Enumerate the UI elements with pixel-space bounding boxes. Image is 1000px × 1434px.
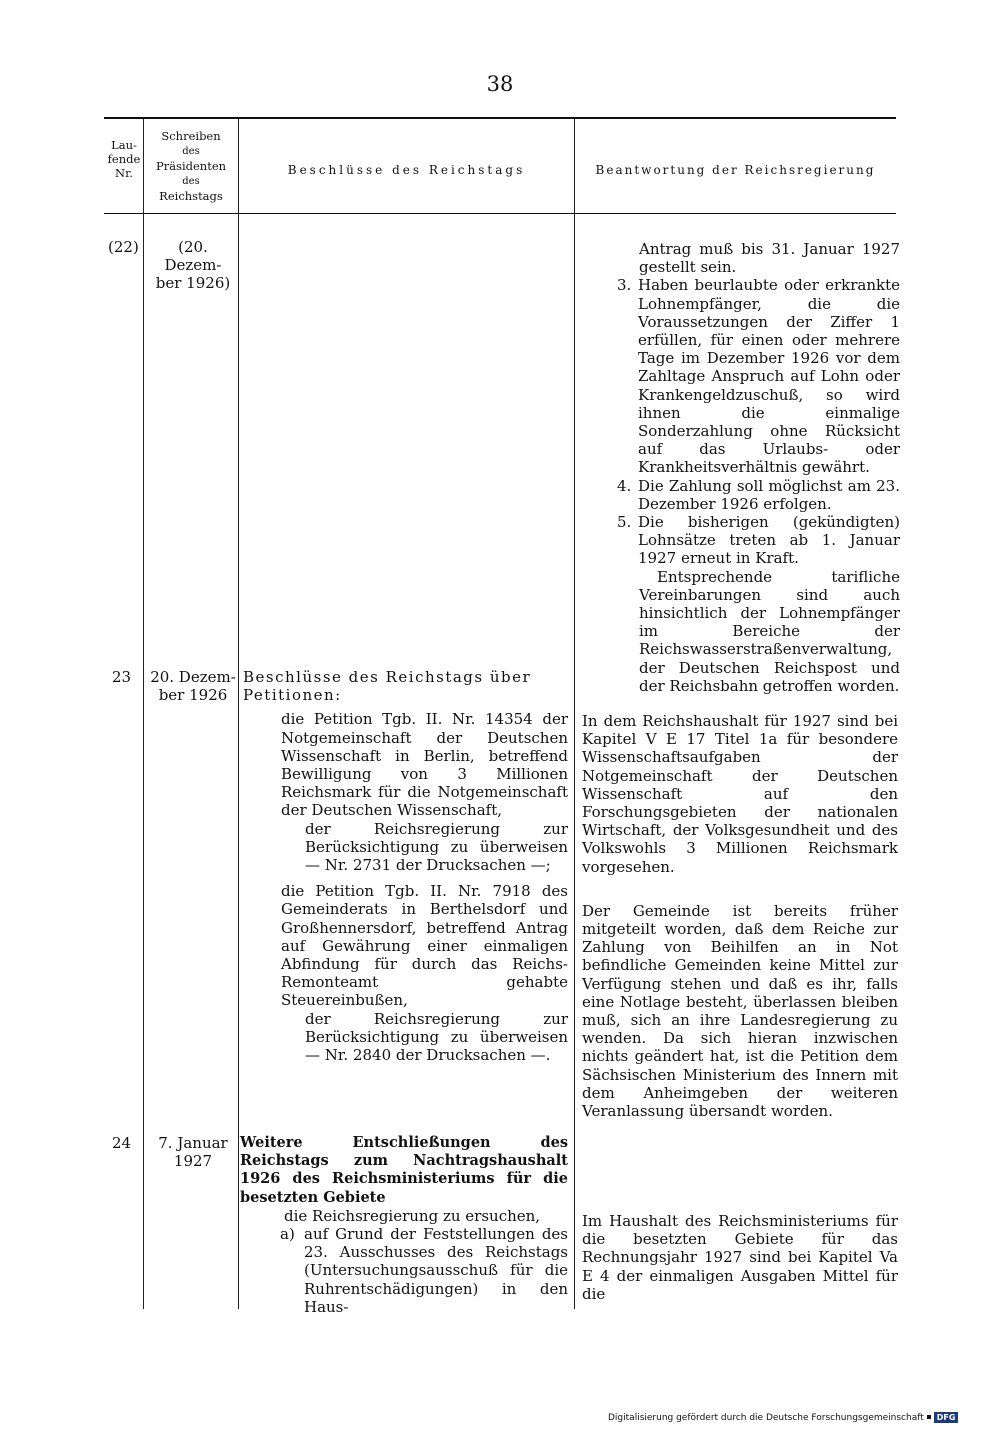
header-col-beantwortung: Beantwortung der Reichsregierung (595, 163, 876, 177)
row23-resolutions (243, 668, 568, 1064)
page-number: 38 (486, 72, 514, 96)
row22-closing: Entsprechende tarifliche Vereinbarungen sind auch hinsichtlich der Lohnempfänger im Bereiche der Reichswasserstraßenverwaltung, der Deutschen Reichspost und der Reichsbahn getroffen worden. (639, 567, 900, 695)
bullet-icon (927, 1415, 931, 1419)
row23-petition-1: die Petition Tgb. II. Nr. 14354 der Notgemeinschaft der Deutschen Wissenschaft in Berlin, betreffend Bewilligung von 3 Millionen Reichsmark für die Notgemeinschaft der Deutschen Wissenschaft, (281, 710, 568, 820)
row24-item-a: a) auf Grund der Feststellungen des 23. Ausschusses des Reichstags (Untersuchungsausschuß für die Ruhrentschädigungen) in den Haus- (280, 1225, 568, 1316)
column-divider-1 (143, 119, 144, 1309)
column-divider-3 (574, 119, 575, 1309)
row23-answer-1: In dem Reichshaushalt für 1927 sind bei Kapitel V E 17 Titel 1a für besondere Wissenschaftsaufgaben der Notgemeinschaft der Deutschen Wissenschaft auf den Forschungsgebieten der nationalen Wirtschaft, der Volksgesundheit und des Volkswohls 3 Millionen Reichsmark vorgesehen. (582, 712, 898, 876)
row24-answer-text: Im Haushalt des Reichsministeriums für die besetzten Gebiete für das Rechnungsjahr 1927 sind bei Kapitel Va E 4 der einmaligen Ausgaben Mittel für die (582, 1212, 898, 1303)
row23-answer-2: Der Gemeinde ist bereits früher mitgeteilt worden, daß dem Reiche zur Zahlung von Beihilfen an in Not befindliche Gemeinden keine Mittel zur Verfügung stehen und daß es ihr, falls eine Notlage besteht, überlassen bleiben muß, sich an ihre Landesregierung zu wenden. Da sich hieran inzwischen nichts geändert hat, ist die Petition dem Sächsischen Ministerium des Innern mit dem Anheimgeben der weiteren Veranlassung übersandt worden. (582, 901, 898, 1121)
row24-nr: 24 (112, 1134, 132, 1152)
row24-resolutions (240, 1134, 568, 1316)
dfg-logo-icon: DFG (934, 1412, 959, 1423)
header-bottom-rule (104, 213, 896, 214)
row24-date: 7. Januar 1927 (158, 1134, 228, 1171)
footer-credit: Digitalisierung gefördert durch die Deutsche Forschungsgemeinschaft DFG (608, 1412, 958, 1423)
row22-date: (20. Dezem- ber 1926) (155, 238, 231, 293)
row22-nr: (22) (108, 238, 139, 256)
header-col-schreiben: Schreiben des Präsidenten des Reichstags (155, 129, 227, 203)
table-top-rule (104, 117, 896, 119)
row23-date: 20. Dezem- ber 1926 (150, 668, 236, 705)
row22-answer-continuation: Antrag muß bis 31. Januar 1927 gestellt sein. (639, 240, 900, 277)
row22-answer (617, 240, 900, 695)
row23-petition-2-action: der Reichsregierung zur Berücksichtigung zu überweisen — Nr. 2840 der Drucksachen —. (305, 1009, 568, 1065)
row24-answer (582, 1212, 898, 1303)
row22-item-5: 5. Die bisherigen (gekündigten) Lohnsätze treten ab 1. Januar 1927 erneut in Kraft. (617, 513, 900, 568)
row23-nr: 23 (112, 668, 132, 686)
row23-answers (582, 712, 898, 1120)
header-col-nr: Lau- fende Nr. (107, 138, 141, 180)
column-divider-2 (238, 119, 239, 1309)
row23-petition-2: die Petition Tgb. II. Nr. 7918 des Gemeinderats in Berthelsdorf und Großhennersdorf, betreffend Antrag auf Gewährung einer einmaligen Abfindung für durch das Reichs-Remonteamt gehabte Steuereinbußen, (281, 882, 568, 1010)
row23-petition-1-action: der Reichsregierung zur Berücksichtigung zu überweisen — Nr. 2731 der Drucksachen —; (305, 819, 568, 875)
row24-title: Weitere Entschließungen des Reichstags zum Nachtragshaushalt 1926 des Reichsministeriums für die besetzten Gebiete (240, 1134, 568, 1206)
row22-item-3: 3. Haben beurlaubte oder erkrankte Lohnempfänger, die die Voraussetzungen der Ziffer 1 erfüllen, für einen oder mehrere Tage im Dezember 1926 vor dem Zahltage Anspruch auf Lohn oder Krankengeldzuschuß, so wird ihnen die einmalige Sonderzahlung ohne Rücksicht auf das Urlaubs- oder Krankheitsverhältnis gewährt. (617, 276, 900, 477)
row22-item-4: 4. Die Zahlung soll möglichst am 23. Dezember 1926 erfolgen. (617, 476, 900, 513)
header-col-beschluesse: Beschlüsse des Reichstags (287, 163, 526, 177)
row23-title: Beschlüsse des Reichstags über Petitionen: (243, 668, 532, 705)
row24-intro: die Reichsregierung zu ersuchen, (284, 1206, 541, 1225)
